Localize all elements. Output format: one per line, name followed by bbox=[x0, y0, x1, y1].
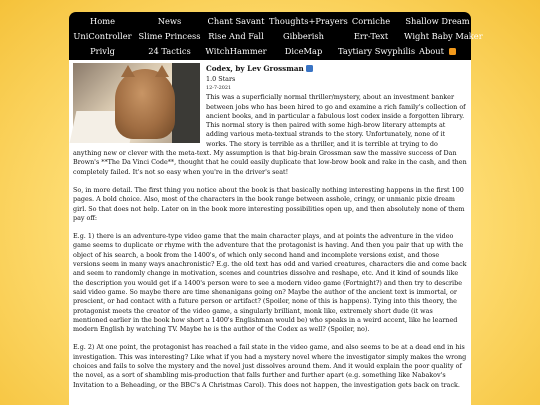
nav-wight-baby-maker[interactable]: Wight Baby Maker bbox=[404, 31, 483, 41]
top-navigation bbox=[69, 12, 483, 60]
nav-row-3 bbox=[69, 44, 471, 59]
nav-err-text[interactable]: Err-Text bbox=[353, 31, 389, 41]
nav-witchhammer[interactable]: WitchHammer bbox=[205, 46, 267, 56]
nav-thoughts-prayers[interactable]: Thoughts+Prayers bbox=[269, 16, 348, 26]
rss-feed-icon[interactable] bbox=[449, 48, 456, 55]
feed-icon[interactable] bbox=[306, 65, 313, 72]
nav-taytiary-swyphilis[interactable]: Taytiary Swyphilis bbox=[338, 46, 416, 56]
nav-slime-princess[interactable]: Slime Princess bbox=[138, 31, 201, 41]
nav-row-1 bbox=[69, 14, 471, 29]
nav-about[interactable]: About bbox=[419, 46, 444, 56]
nav-rise-and-fall[interactable]: Rise And Fall bbox=[208, 31, 264, 41]
post-paragraph-1: So, in more detail. The first thing you notice about the book is that basically nothing interesting happens in the first 100 pages. A bold choice. Also, most of the characters in the book range between asshole, cringy, or unmanic pixie dream girl. So that does not help. Later on in the book more interesting possibilities open up, and then absolutely none of them pay off: bbox=[73, 185, 465, 222]
post-paragraph-2: E.g. 1) there is an adventure-type video game that the main character plays, and at points the adventure in the video game seems to duplicate or rhyme with the adventure that the protagonist is having. And then you pair that up with the object of his search, a book from the 1400's, of which only second hand and incomplete versions exist, and those versions seem in many ways anachronistic? E.g. the old text has odd and varied creatures, characters die and come back and seem to randomly change in motivation, scenes and countries dissolve and reshape, etc. And it kind of sounds like the description you would get if a 1400's person were to see a modern video game (Fortnight?) and then try to describe said video game. So maybe there are time shenanigans going on? Maybe the author of the ancient text is immortal, or prescient, or had contact with a future person or artifact? (Spoiler, none of this is happens). Tying into this theory, the protagonist meets the creator of the video game, a singularly brilliant, monk like, extremely short dude (it was mentioned earlier in the book how short a 1400's Englishman would be) who speaks in a weird accent, like he learned modern English by watching TV. Maybe he is the author of the Codex as well? (Spoiler, no). bbox=[73, 232, 467, 334]
nav-row-2 bbox=[69, 29, 483, 44]
nav-shallow-dream[interactable]: Shallow Dream bbox=[405, 16, 470, 26]
nav-dicemap[interactable]: DiceMap bbox=[284, 46, 323, 56]
post-image bbox=[73, 63, 200, 143]
nav-privlg[interactable]: Privlg bbox=[90, 46, 115, 56]
page-frame bbox=[69, 12, 483, 405]
post-paragraph-3: E.g. 2) At one point, the protagonist has reached a fail state in the video game, and also seems to be at a dead end in his investigation. This was interesting? Like what if you had a mystery novel where the investigator simply makes the wrong choices and fails to solve the mystery and the novel just dissolves around them. And it would explain the poor quality of the novel, as a sort of shambling mis-production that falls further and further apart (e.g. something like Nabakov's Invitation to a Beheading, or the BBC's A Christmas Carol). This does not happen, the investigation gets back on track. bbox=[73, 343, 467, 389]
post-rating: 1.0 Stars bbox=[206, 75, 236, 83]
nav-24-tactics[interactable]: 24 Tactics bbox=[148, 46, 191, 56]
nav-corniche[interactable]: Corniche bbox=[351, 16, 391, 26]
nav-unicontroller[interactable]: UniController bbox=[73, 31, 132, 41]
cat-ear-right bbox=[155, 65, 169, 77]
nav-home[interactable]: Home bbox=[89, 16, 115, 26]
background-shape bbox=[172, 63, 200, 143]
nav-gibberish[interactable]: Gibberish bbox=[282, 31, 325, 41]
cat-ear-left bbox=[121, 65, 135, 77]
nav-chant-savant[interactable]: Chant Savant bbox=[207, 16, 265, 26]
post-lead-paragraph: This was a superficially normal thriller/mystery, about an investment banker between jobs who has been hired to go and examine a rich family's collection of ancient books, and in particular a fabulous lost codex inside a forgotten library. This normal story is then paired with some high-brow literary attempts at adding various meta-textual strands to the story. Unfortunately, none of it works. The story is terrible as a thriller, and it is terrible at trying to do anything new or clever with the meta-text. My assumption is that big-brain Grossman saw the massive success of Dan Brown's **The Da Vinci Code**, thought that he could easily duplicate that low-brow book and rake in the cash, and then completely failed. It's not so easy when you're in the driver's seat! bbox=[73, 93, 467, 176]
post-content bbox=[69, 60, 471, 405]
nav-news[interactable]: News bbox=[157, 16, 182, 26]
post-date: 12-7-2021 bbox=[206, 85, 232, 92]
post-title[interactable]: Codex, by Lev Grossman bbox=[206, 64, 304, 73]
cat-shape bbox=[115, 69, 175, 139]
nav-about-cell bbox=[404, 44, 471, 59]
